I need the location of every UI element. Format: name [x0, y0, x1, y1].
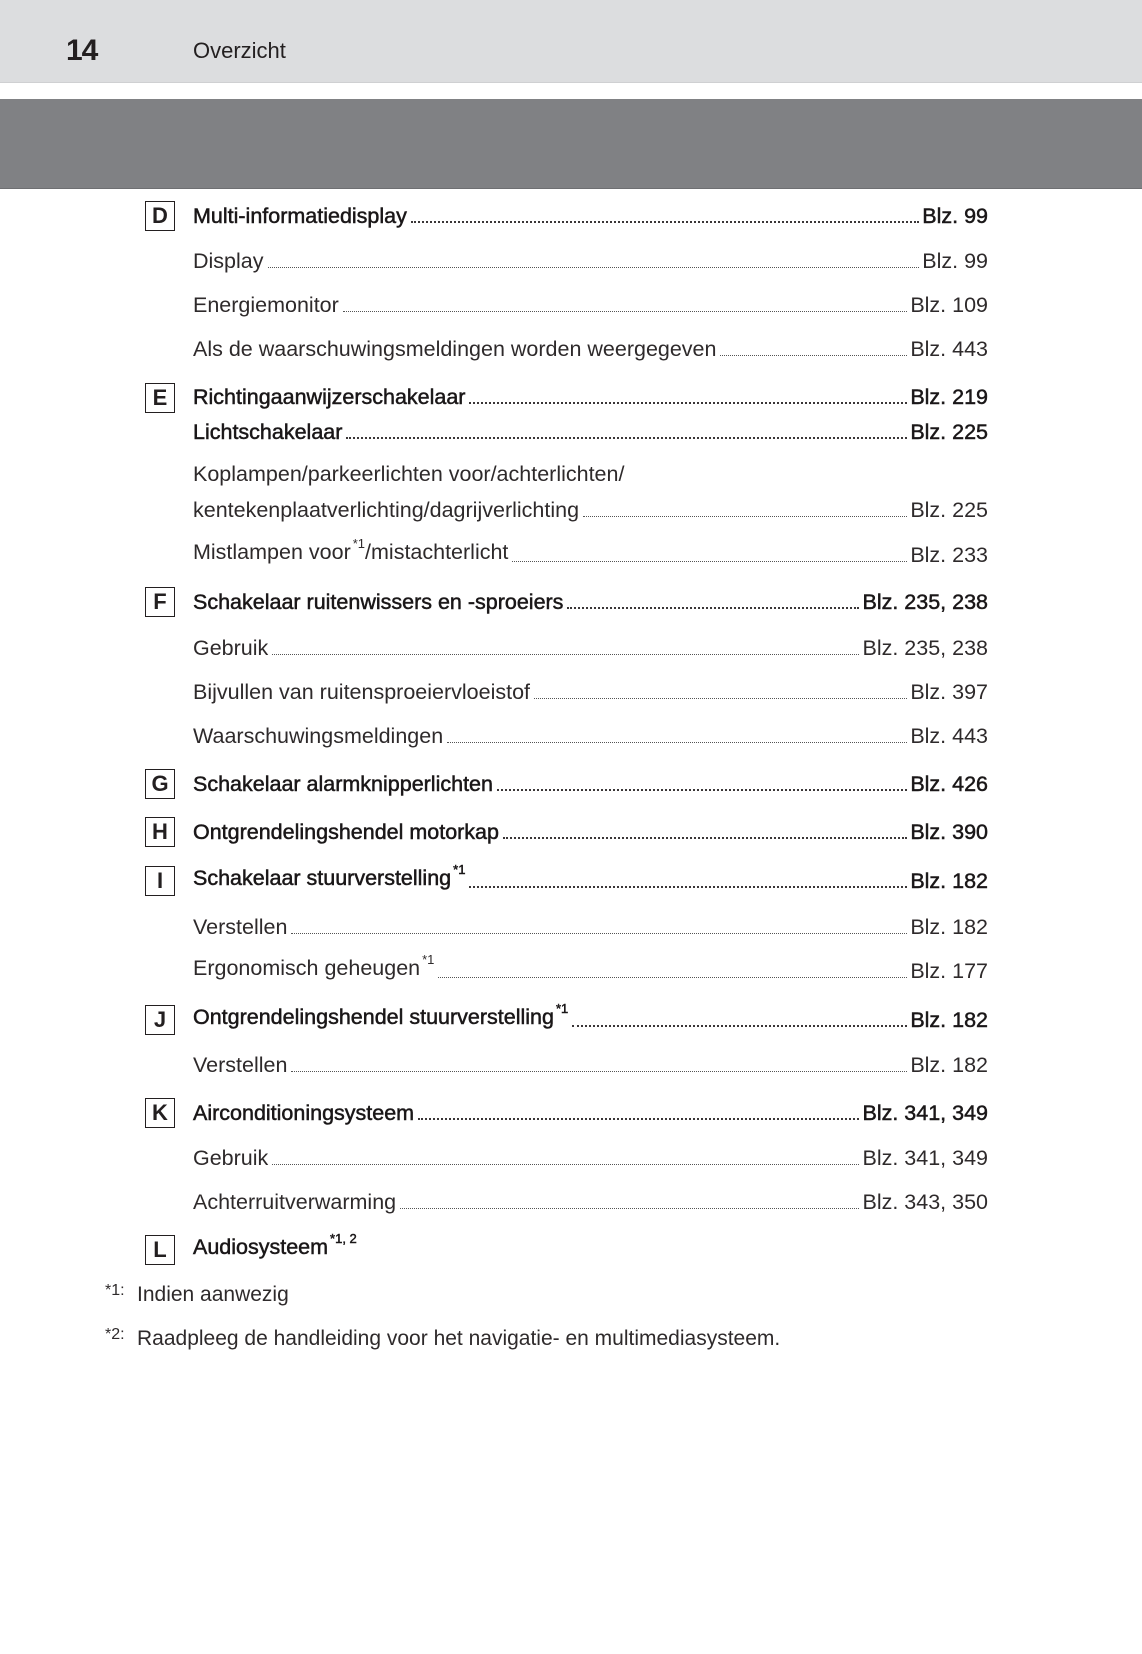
entry-label-line1: Koplampen/parkeerlichten voor/achterlichten/ [193, 462, 625, 486]
entry-page: Blz. 109 [910, 293, 988, 317]
entry-label: Achterruitverwarming [193, 1190, 397, 1214]
leader-dots [583, 516, 907, 517]
entry-label: Waarschuwingsmeldingen [193, 724, 444, 748]
entry-page: Blz. 233 [910, 543, 988, 567]
entry-label: Gebruik [193, 1146, 269, 1170]
leader-dots [503, 837, 907, 839]
toc-entry[interactable] [193, 377, 988, 411]
entry-label: Ontgrendelingshendel stuurverstelling $^{*1}$ [193, 1001, 569, 1029]
toc-entry[interactable] [193, 1045, 988, 1079]
page-header [0, 0, 1142, 83]
entry-page: Blz. 99 [922, 249, 988, 273]
leader-dots [343, 311, 908, 312]
entry-label: Airconditioningsysteem [193, 1101, 415, 1125]
leader-dots [534, 698, 907, 699]
toc-entry[interactable] [193, 764, 988, 798]
leader-dots [400, 1208, 859, 1209]
leader-dots [447, 742, 907, 743]
badge-h: H [145, 817, 175, 847]
entry-page: Blz. 182 [910, 1053, 988, 1077]
toc-entry[interactable] [193, 329, 988, 363]
entry-page: Blz. 235, 238 [862, 636, 988, 660]
entry-label: Ontgrendelingshendel motorkap [193, 820, 499, 844]
badge-l: L [145, 1235, 175, 1265]
footnote-1 [105, 1283, 289, 1307]
toc-entry[interactable] [193, 1138, 988, 1172]
toc-entry[interactable] [193, 285, 988, 319]
entry-label: Lichtschakelaar [193, 420, 343, 444]
entry-page: Blz. 99 [922, 204, 988, 228]
entry-page: Blz. 182 [910, 915, 988, 939]
entry-page: Blz. 426 [910, 772, 988, 796]
leader-dots [572, 1025, 907, 1027]
footnote-text: Indien aanwezig [137, 1283, 289, 1306]
footnote-mark: *1: [105, 1282, 125, 1299]
toc-entry[interactable] [193, 716, 988, 750]
entry-label: Schakelaar ruitenwissers en -sproeiers [193, 590, 564, 614]
entry-label: Richtingaanwijzerschakelaar [193, 385, 466, 409]
entry-page: Blz. 390 [910, 820, 988, 844]
footnote-ref: *1 [422, 952, 435, 967]
entry-label: Schakelaar stuurverstelling $^{*1}$ [193, 862, 466, 890]
header-band [0, 99, 1142, 189]
page-number: 14 [66, 34, 98, 67]
section-title: Overzicht [193, 38, 286, 63]
entry-page: Blz. 225 [910, 498, 988, 522]
entry-page: Blz. 343, 350 [862, 1190, 988, 1214]
toc-entry[interactable] [193, 1093, 988, 1127]
toc-entry[interactable] [193, 951, 988, 985]
leader-dots [567, 607, 859, 609]
leader-dots [497, 789, 907, 791]
entry-page: Blz. 341, 349 [862, 1146, 988, 1170]
footnote-ref: *1 [352, 536, 366, 551]
footnote-text: Raadpleeg de handleiding voor het navigatie- en multimediasysteem. [137, 1327, 781, 1350]
toc-entry[interactable] [193, 812, 988, 846]
entry-page: Blz. 341, 349 [862, 1101, 988, 1125]
leader-dots [512, 561, 907, 562]
toc-entry[interactable] [193, 628, 988, 662]
toc-entry[interactable] [193, 1230, 357, 1264]
entry-label: Multi-informatiedisplay [193, 204, 407, 228]
toc-entry[interactable] [193, 672, 988, 706]
footnote-ref: *1 [555, 1001, 569, 1016]
entry-label: Schakelaar alarmknipperlichten [193, 772, 493, 796]
footnote-ref: *1 [453, 862, 466, 877]
entry-label: Mistlampen voor $^{*1}$/mistachterlicht [193, 536, 509, 564]
leader-dots [418, 1118, 859, 1120]
toc-entry[interactable] [193, 1000, 988, 1034]
leader-dots [411, 221, 919, 223]
entry-page: Blz. 235, 238 [862, 590, 988, 614]
leader-dots [438, 977, 907, 978]
badge-i: I [145, 866, 175, 896]
entry-label: kentekenplaatverlichting/dagrijverlichting [193, 498, 580, 522]
leader-dots [291, 1071, 907, 1072]
badge-e: E [145, 383, 175, 413]
leader-dots [268, 267, 920, 268]
badge-k: K [145, 1098, 175, 1128]
leader-dots [469, 886, 907, 888]
badge-g: G [145, 769, 175, 799]
entry-label: Gebruik [193, 636, 269, 660]
entry-page: Blz. 182 [910, 1008, 988, 1032]
entry-page: Blz. 219 [910, 385, 988, 409]
toc-entry[interactable] [193, 241, 988, 275]
entry-page: Blz. 177 [910, 959, 988, 983]
badge-d: D [145, 201, 175, 231]
footnote-ref: *1, 2 [330, 1231, 357, 1246]
entry-label: Als de waarschuwingsmeldingen worden weergegeven [193, 337, 717, 361]
entry-page: Blz. 225 [910, 420, 988, 444]
badge-j: J [145, 1005, 175, 1035]
entry-label: Display [193, 249, 264, 273]
badge-f: F [145, 587, 175, 617]
entry-label: Energiemonitor [193, 293, 339, 317]
leader-dots [272, 1164, 859, 1165]
footnote-2 [105, 1327, 780, 1351]
toc-entry[interactable] [193, 535, 988, 569]
entry-label: Bijvullen van ruitensproeiervloeistof [193, 680, 531, 704]
entry-page: Blz. 182 [910, 869, 988, 893]
leader-dots [291, 933, 907, 934]
leader-dots [720, 355, 907, 356]
entry-page: Blz. 443 [910, 724, 988, 748]
entry-page: Blz. 443 [910, 337, 988, 361]
footnote-mark: *2: [105, 1326, 125, 1343]
entry-label: Verstellen [193, 1053, 288, 1077]
leader-dots [469, 402, 907, 404]
toc-entry[interactable] [193, 1182, 988, 1216]
leader-dots [346, 437, 907, 439]
entry-page: Blz. 397 [910, 680, 988, 704]
leader-dots [272, 654, 859, 655]
toc-entry[interactable] [193, 490, 988, 524]
toc-entry[interactable] [193, 907, 988, 941]
entry-label: Ergonomisch geheugen $^{*1}$ [193, 952, 435, 980]
toc-entry[interactable] [193, 861, 988, 895]
entry-label: Verstellen [193, 915, 288, 939]
toc-entry[interactable] [193, 582, 988, 616]
toc-entry[interactable] [193, 412, 988, 446]
entry-label: Audiosysteem $^{*1, 2}$ [193, 1231, 357, 1259]
toc-entry[interactable] [193, 196, 988, 230]
